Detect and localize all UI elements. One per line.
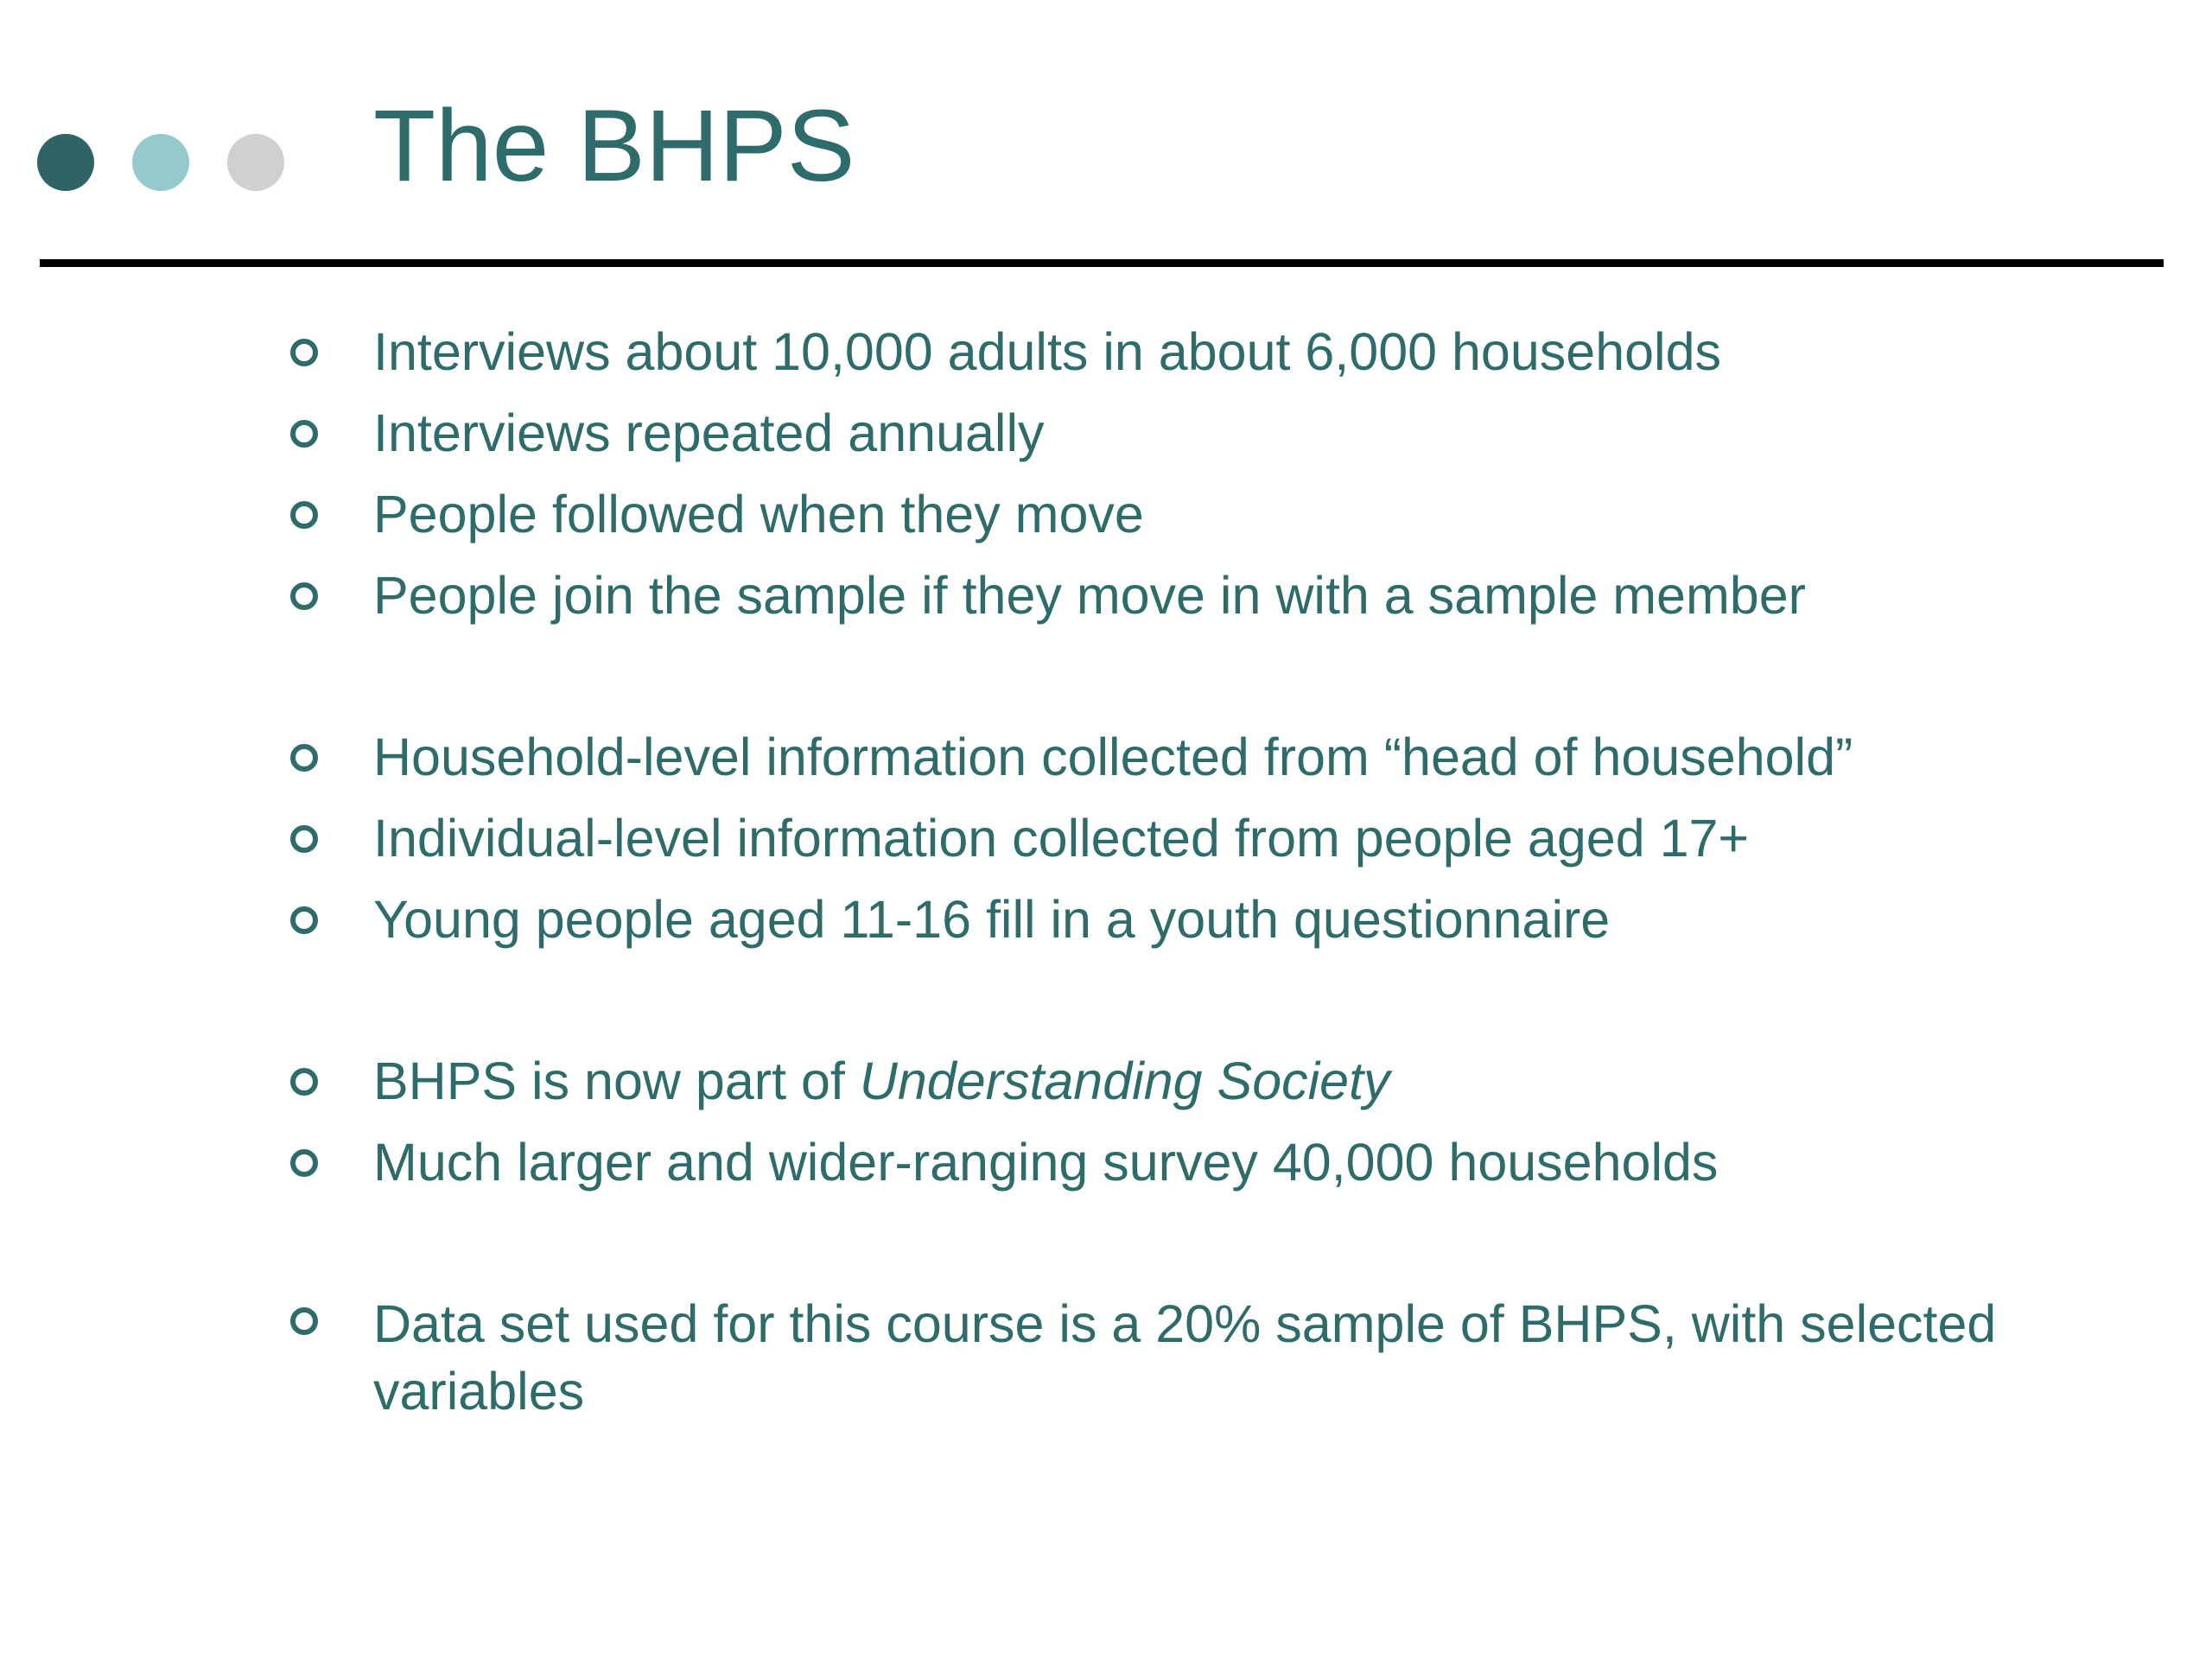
bullet-item bbox=[285, 474, 2126, 555]
bullet-text: People join the sample if they move in with a sample member bbox=[373, 566, 1806, 625]
title-divider bbox=[40, 259, 2164, 267]
bullet-item bbox=[285, 1122, 2126, 1203]
hollow-circle-bullet-icon bbox=[290, 1149, 318, 1177]
light-teal-dot-icon bbox=[132, 134, 189, 191]
bullet-item bbox=[285, 879, 2126, 960]
bullet-text: BHPS is now part of bbox=[373, 1052, 860, 1110]
bullet-text: Interviews about 10,000 adults in about 6,000 households bbox=[373, 322, 1722, 381]
grey-dot-icon bbox=[227, 134, 284, 191]
bullet-text: People followed when they move bbox=[373, 485, 1144, 543]
bullet-list bbox=[285, 311, 2126, 1425]
bullet-emphasis: Understanding Society bbox=[859, 1052, 1390, 1110]
bullet-text: Interviews repeated annually bbox=[373, 404, 1045, 462]
hollow-circle-bullet-icon bbox=[290, 1068, 318, 1096]
hollow-circle-bullet-icon bbox=[290, 1307, 318, 1335]
bullet-item bbox=[285, 1283, 2126, 1425]
slide-title: The BHPS bbox=[373, 89, 855, 203]
hollow-circle-bullet-icon bbox=[290, 582, 318, 610]
hollow-circle-bullet-icon bbox=[290, 906, 318, 934]
bullet-text: Young people aged 11-16 fill in a youth questionnaire bbox=[373, 890, 1611, 949]
hollow-circle-bullet-icon bbox=[290, 339, 318, 366]
dark-teal-dot-icon bbox=[37, 134, 94, 191]
bullet-item bbox=[285, 716, 2126, 798]
bullet-item bbox=[285, 392, 2126, 474]
bullet-text: Data set used for this course is a 20% sample of BHPS, with selected variables bbox=[373, 1294, 1997, 1421]
bullet-item bbox=[285, 1040, 2126, 1122]
bullet-item bbox=[285, 555, 2126, 636]
bullet-text: Household-level information collected from “head of household” bbox=[373, 728, 1853, 786]
hollow-circle-bullet-icon bbox=[290, 744, 318, 772]
bullet-text: Individual-level information collected from people aged 17+ bbox=[373, 809, 1750, 868]
bullet-item bbox=[285, 311, 2126, 392]
hollow-circle-bullet-icon bbox=[290, 420, 318, 448]
bullet-text: Much larger and wider-ranging survey 40,000 households bbox=[373, 1133, 1719, 1192]
hollow-circle-bullet-icon bbox=[290, 825, 318, 853]
bullet-item bbox=[285, 798, 2126, 879]
hollow-circle-bullet-icon bbox=[290, 501, 318, 529]
